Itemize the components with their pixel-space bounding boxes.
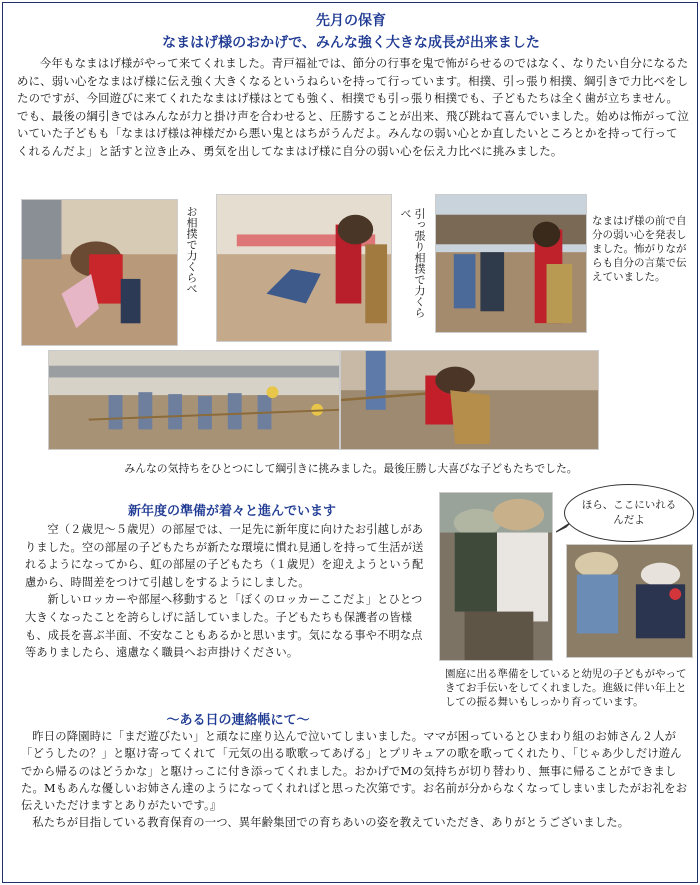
newsletter-page: [2, 2, 698, 883]
photo-sumo: [21, 199, 178, 346]
photo-helping-child: [439, 492, 553, 661]
namahage-paragraph: 今年もなまはげ様がやって来てくれました。青戸福祉では、節分の行事を鬼で怖がらせるのではなく、なりたい自分になるために、弱い心をなまはげ様に伝え強く大きくなるというねらいを持って行っています。相撲、引っ張り相撲、綱引きで力比べをしたのですが、今回遊びに来てくれたなまはげ様はとても強く、相撲でも引っ張り相撲でも、子どもたちは全く歯が立ちません。でも、最後の綱引きではみんなが力と掛け声を合わせると、圧勝することが出来、飛び跳ねて喜んでいました。始めは怖がって泣いていた子どもも「なまはげ様は神様だから悪い鬼とはちがうんだよ。みんなの弱い心とか直したいところとかを持って行ってくれるんだよ」と話すと泣き止み、勇気を出してなまはげ様に自分の弱い心を伝え力比べに挑みました。: [17, 56, 689, 158]
new-year-prep-paragraph-2: 新しいロッカーや部屋へ移動すると「ぼくのロッカーここだよ」とひとつ大きくなったことを誇らしげに話していました。子どもたちも保護者の皆様も、成長を喜ぶ半面、不安なこともあるかと思います。気になる事や不明な点等ありましたら、遠慮なく職員へお声掛けください。: [25, 593, 423, 660]
section-title-last-month: 先月の保育: [316, 13, 386, 29]
contact-book-text: [21, 728, 691, 832]
photo-tug-left: [48, 350, 340, 450]
photo-hat-help: [566, 544, 693, 658]
section-title-contact-book: ～ある日の連絡帳にて～: [166, 713, 310, 728]
speech-bubble: [564, 484, 694, 542]
contact-book-paragraph-2: 私たちが目指している教育保育の一つ、異年齢集団での育ちあいの姿を教えていただき、ありがとうございました。: [32, 816, 630, 830]
photo-pull-sumo: [216, 194, 392, 342]
caption-helping: 園庭に出る準備をしていると幼児の子どもがやってきてお手伝いをしてくれました。進級に伴い年上としての振る舞いもしっかり育っています。: [445, 668, 687, 708]
photo-tug-right: [340, 350, 599, 450]
new-year-prep-paragraph-1: 空（２歳児～５歳児）の部屋では、一足先に新年度に向けたお引越しがありました。空の部屋の子どもたちが新たな環境に慣れ見通しを持って生活が送れるようになってから、虹の部屋の子どもたち（１歳児）を迎えようという配慮から、時間差をつけて引越しをするようにしました。: [25, 523, 424, 589]
section-title-new-year-prep: 新年度の準備が着々と進んでいます: [127, 504, 336, 519]
contact-book-paragraph-1: 昨日の降園時に「まだ遊びたい」と頑なに座り込んで泣いてしまいました。ママが困っているとひまわり組のお姉さん２人が「どうしたの？」と駆け寄ってくれて「元気の出る歌歌ってあげる」とプリキュアの歌を歌ってくれたり、「じゃあ少しだけ遊んでから帰るのはどうかな」と駆けっこに付き添ってくれました。おかげでMの気持ちが切り替わり、無事に帰ることができました。Mもあんな優しいお姉さん達のようになってくれればと思った次第です。お名前が分からなくなってしまいましたがお礼をお伝えいただけますとありがたいです。』: [21, 730, 688, 813]
caption-confession: なまはげ様の前で自分の弱い心を発表しました。怖がりながらも自分の言葉で伝えていました。: [592, 215, 687, 283]
caption-tug-of-war: みんなの気持ちをひとつにして綱引きに挑みました。最後圧勝し大喜びな子どもたちでした。: [124, 462, 578, 475]
photo-confession: [435, 194, 587, 333]
new-year-prep-text: [25, 521, 428, 662]
label-pull-sumo: 引っ張り相撲で力くらべ: [399, 208, 426, 318]
speech-bubble-text: ほら、ここにいれるんだよ: [581, 499, 677, 526]
section-subtitle-namahage: なまはげ様のおかげで、みんな強く大きな成長が出来ました: [162, 35, 540, 51]
label-sumo: お相撲で力くらべ: [185, 206, 198, 294]
speech-bubble-tail: [556, 523, 570, 533]
